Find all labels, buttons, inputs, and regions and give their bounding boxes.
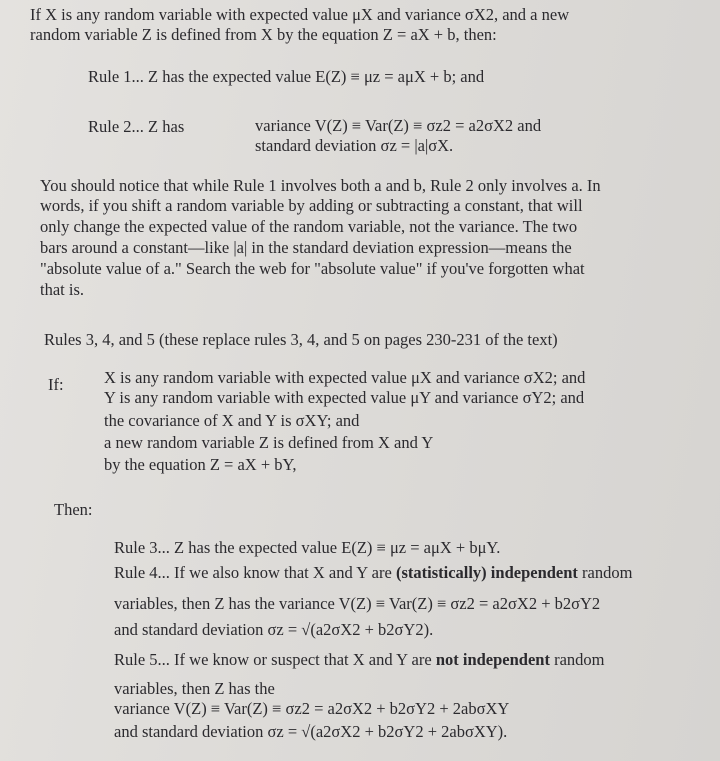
notice-line-6: that is.: [40, 280, 84, 299]
notice-line-4: bars around a constant—like |a| in the standard deviation expression—means the: [40, 238, 572, 257]
rule-5-prefix: Rule 5... If we know or suspect that X and Y are: [114, 650, 432, 669]
rule-4-line-1: [114, 563, 632, 583]
if-line-1: X is any random variable with expected value μX and variance σX2; and: [104, 368, 586, 387]
rule-5-line-1: [114, 650, 605, 670]
rule-4-line-3: and standard deviation σz = √(a2σX2 + b2σY2).: [114, 620, 434, 639]
if-line-2: Y is any random variable with expected value μY and variance σY2; and: [104, 388, 585, 407]
if-label: If:: [48, 375, 64, 394]
if-line-5: by the equation Z = aX + bY,: [104, 455, 297, 474]
rule-5-line-4: and standard deviation σz = √(a2σX2 + b2σY2 + 2abσXY).: [114, 722, 508, 741]
rule-2-label: Rule 2... Z has: [88, 117, 185, 136]
rule-5-line-2: variables, then Z has the: [114, 679, 275, 698]
then-label: Then:: [54, 500, 93, 519]
intro-line-1: If X is any random variable with expected value μX and variance σX2, and a new: [30, 5, 570, 24]
rule-2-stddev: standard deviation σz = |a|σX.: [255, 136, 454, 155]
rule-1: Rule 1... Z has the expected value E(Z) ≡ μz = aμX + b; and: [88, 67, 485, 86]
intro-line-2: random variable Z is defined from X by the equation Z = aX + b, then:: [30, 25, 497, 44]
rule-4-prefix: Rule 4... If we also know that X and Y are: [114, 563, 392, 582]
rule-3: Rule 3... Z has the expected value E(Z) ≡ μz = aμX + bμY.: [114, 538, 501, 557]
rule-5-bold: not independent: [435, 650, 550, 669]
notice-line-1: You should notice that while Rule 1 involves both a and b, Rule 2 only involves a. In: [40, 176, 601, 195]
rule-5-suffix: random: [554, 650, 605, 669]
rule-4-line-2: variables, then Z has the variance V(Z) ≡ Var(Z) ≡ σz2 = a2σX2 + b2σY2: [114, 594, 601, 613]
rule-2-variance: variance V(Z) ≡ Var(Z) ≡ σz2 = a2σX2 and: [255, 116, 542, 135]
if-line-3: the covariance of X and Y is σXY; and: [104, 411, 360, 430]
rule-4-suffix: random: [582, 563, 633, 582]
notice-line-2: words, if you shift a random variable by adding or subtracting a constant, that will: [40, 196, 583, 215]
rule-4-bold: (statistically) independent: [395, 563, 578, 582]
notice-line-5: "absolute value of a." Search the web for "absolute value" if you've forgotten what: [40, 259, 585, 278]
rules-345-heading: Rules 3, 4, and 5 (these replace rules 3, 4, and 5 on pages 230-231 of the text): [44, 330, 558, 349]
notice-line-3: only change the expected value of the random variable, not the variance. The two: [40, 217, 578, 236]
rule-5-line-3: variance V(Z) ≡ Var(Z) ≡ σz2 = a2σX2 + b2σY2 + 2abσXY: [114, 699, 510, 718]
if-line-4: a new random variable Z is defined from X and Y: [104, 433, 434, 452]
